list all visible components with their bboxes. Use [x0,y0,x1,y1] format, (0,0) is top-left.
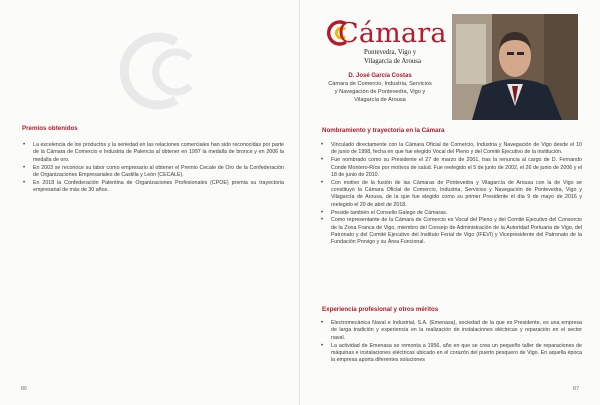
trajectory-section-title: Nombramiento y trayectoria en la Cámara [322,127,445,134]
person-caption [318,72,442,104]
list-item: • En 2018 la Confederación Palentina de Organizaciones Profesionales (CPOE) premia su trayectoria empresarial de más de 30 años. [23,179,284,194]
page-number-right: 87 [573,386,580,392]
camara-watermark-logo-icon [118,28,204,114]
experience-section-title: Experiencia profesional y otros méritos [322,306,439,313]
person-role-line: y Navegación de Pontevedra, Vigo y [334,89,426,95]
list-item: • La actividad de Emenasa se remonta a 1956, año en que se crea un pequeño taller de reparaciones de máquinas e instalaciones eléctricas ubicado en el corazón del puerto pesquero de Vigo. En aquella época la empresa aporta diferentes soluciones [321,342,582,364]
list-item: • La excelencia de los productos y la seriedad en las relaciones comerciales han sido reconocidas por parte de la Cámara de Comercio e Industria de Palencia al obtener en 1997 la medalla de bronce y en 2006 la medalla de oro. [23,142,284,163]
list-item: • Como representante de la Cámara de Comercio es Vocal del Pleno y del Comité Ejecutivo del Consorcio de la Zona Franca de Vigo, miembro del Consejo de Administración de la Autoridad Portuaria de Vigo, del Patronato y del Comité Ejecutivo del Instituto Ferial de Vigo (IFEVI) y Vicepresidente del Patronato de la Fundación Provigo y su Área Funcional. [321,217,582,246]
logo-wordmark: Cámara [338,18,447,49]
trajectory-list [320,142,582,247]
experience-list [320,320,582,365]
awards-section-title: Premios obtenidos [22,125,78,132]
person-name: D. José García Costas [348,73,412,79]
person-role-line: Cámara de Comercio, Industria, Servicios [328,81,432,87]
list-item: • Electromecánica Naval e Industrial, S.A. (Emenasa), sociedad de la que es Presidente, es una empresa de larga tradición y experiencia en la realización de instalaciones eléctricas y reparación en el sector naval. [321,320,582,341]
list-item: • Con motivo de la fusión de las Cámaras de Pontevedra y Vilagarcía de Arousa con la de Vigo se constituyó la Cámara Oficial de Comercio, Industria, Servicios y Navegación de Pontevedra, Vigo y Vilagarcía de Arousa, de la que fue elegido como su primer Presidente el día 9 de mayo de 2016 y reelegido el 20 de abril de 2018. [321,179,582,208]
awards-list [22,142,284,195]
list-item: • Preside también el Consello Galego de Cámaras. [321,209,448,216]
logo-subtitle-line2: Vilagarcía de Arousa [364,58,421,65]
portrait-photo [452,14,578,120]
list-item: • Vinculado directamente con la Cámara Oficial de Comercio, Industria y Navegación de Vigo desde el 10 de junio de 1998, fecha en que fue elegido Vocal del Pleno y del Comité Ejecutivo de la institución. [321,142,582,156]
camara-logo [326,14,447,74]
list-item: • En 2003 se reconoce su labor como empresario al obtener el Premio Cecale de Oro de la Confederación de Organizaciones Empresariales de Castilla y León (CECALE). [23,164,284,178]
list-item: • Fue nombrado como su Presidente el 27 de marzo de 2001, tras la renuncia al cargo de D. Fernando Conde Montero-Ríos por motivos de salud. Fue reelegido el 5 de junio de 2002, el 26 de junio de 2006 y el 18 de junio de 2010. [321,157,582,178]
logo-subtitle-line1: Pontevedra, Vigo y [364,49,417,56]
page-number-left: 86 [21,386,28,392]
person-role-line: Vilagarcía de Arousa [354,97,406,103]
